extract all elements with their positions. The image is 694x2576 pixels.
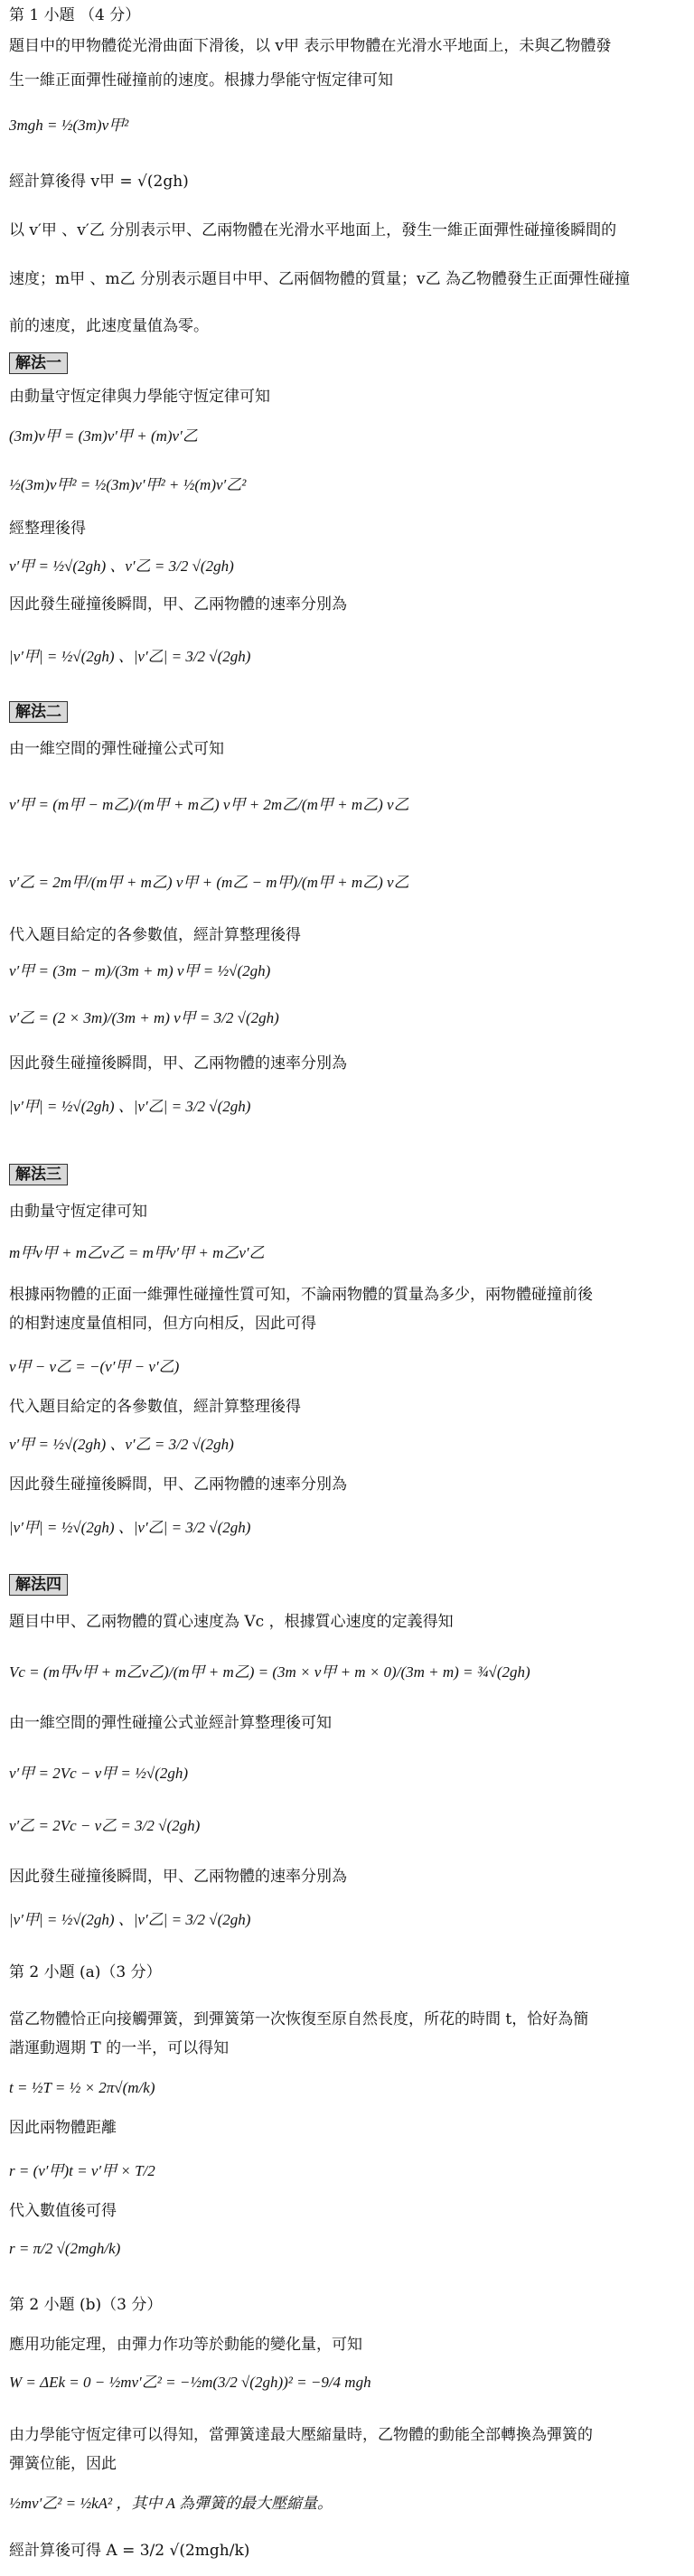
- text-line: 因此發生碰撞後瞬間，甲、乙兩物體的速率分別為: [9, 1054, 347, 1073]
- text-line: 由一維空間的彈性碰撞公式並經計算整理後可知: [9, 1714, 332, 1732]
- text-line: 彈簧位能，因此: [9, 2455, 117, 2473]
- text-line: 應用功能定理，由彈力作功等於動能的變化量，可知: [9, 2336, 362, 2354]
- text-line: 以 v′甲 、v′乙 分別表示甲、乙兩物體在光滑水平地面上，發生一維正面彈性碰撞後瞬間的: [9, 221, 617, 239]
- equation-line: v′甲 = 2Vc − v甲 = ½√(2gh): [9, 1765, 189, 1782]
- equation-line: W = ΔEk = 0 − ½mv′乙² = −½m(3/2 √(2gh))² = −9/4 mgh: [9, 2374, 371, 2391]
- text-line: 當乙物體恰正向接觸彈簧，到彈簧第一次恢復至原自然長度，所花的時間 t，恰好為簡: [9, 2010, 589, 2028]
- method-heading: 解法四: [9, 1574, 68, 1596]
- text-line: 第 1 小題 （4 分）: [9, 6, 141, 24]
- text-line: 根據兩物體的正面一維彈性碰撞性質可知，不論兩物體的質量為多少，兩物體碰撞前後: [9, 1286, 593, 1304]
- text-line: 經計算後得 v甲 = √(2gh): [9, 173, 189, 191]
- text-line: 題目中的甲物體從光滑曲面下滑後，以 v甲 表示甲物體在光滑水平地面上，未與乙物體發: [9, 37, 612, 55]
- equation-line: |v′甲| = ½√(2gh) 、|v′乙| = 3/2 √(2gh): [9, 1911, 251, 1928]
- method-heading: 解法三: [9, 1164, 68, 1185]
- text-line: 代入題目給定的各參數值，經計算整理後得: [9, 926, 301, 944]
- equation-line: v′甲 = ½√(2gh) 、v′乙 = 3/2 √(2gh): [9, 1436, 234, 1453]
- text-line: 前的速度，此速度量值為零。: [9, 317, 209, 335]
- text-line: 諧運動週期 T 的一半，可以得知: [9, 2039, 230, 2057]
- text-line: 速度；m甲 、m乙 分別表示題目中甲、乙兩個物體的質量；v乙 為乙物體發生正面彈性碰撞: [9, 270, 631, 288]
- equation-line: ½mv′乙² = ½kA² ，其中 A 為彈簧的最大壓縮量。: [9, 2495, 333, 2512]
- equation-line: v′乙 = 2Vc − v乙 = 3/2 √(2gh): [9, 1817, 201, 1834]
- text-line: 經計算後可得 A = 3/2 √(2mgh/k): [9, 2542, 250, 2560]
- text-line: 因此兩物體距離: [9, 2119, 117, 2137]
- equation-line: r = (v′甲)t = v′甲 × T/2: [9, 2162, 155, 2179]
- equation-line: v′甲 = (3m − m)/(3m + m) v甲 = ½√(2gh): [9, 962, 271, 979]
- text-line: 因此發生碰撞後瞬間，甲、乙兩物體的速率分別為: [9, 1868, 347, 1886]
- equation-line: v′乙 = 2m甲/(m甲 + m乙) v甲 + (m乙 − m甲)/(m甲 + m乙) v乙: [9, 874, 409, 891]
- equation-line: v′甲 = ½√(2gh) 、v′乙 = 3/2 √(2gh): [9, 557, 234, 575]
- equation-line: ½(3m)v甲² = ½(3m)v′甲² + ½(m)v′乙²: [9, 476, 247, 493]
- text-line: 由動量守恆定律可知: [9, 1203, 147, 1221]
- method-heading: 解法二: [9, 701, 68, 723]
- text-line: 由力學能守恆定律可以得知，當彈簧達最大壓縮量時，乙物體的動能全部轉換為彈簧的: [9, 2426, 593, 2444]
- equation-line: m甲v甲 + m乙v乙 = m甲v′甲 + m乙v′乙: [9, 1244, 265, 1261]
- text-line: 第 2 小題 (a)（3 分）: [9, 1963, 162, 1981]
- equation-line: t = ½T = ½ × 2π√(m/k): [9, 2079, 155, 2096]
- text-line: 由動量守恆定律與力學能守恆定律可知: [9, 388, 270, 406]
- equation-line: 3mgh = ½(3m)v甲²: [9, 117, 129, 134]
- text-line: 第 2 小題 (b)（3 分）: [9, 2296, 163, 2314]
- method-heading: 解法一: [9, 352, 68, 374]
- equation-line: |v′甲| = ½√(2gh) 、|v′乙| = 3/2 √(2gh): [9, 648, 251, 665]
- text-line: 因此發生碰撞後瞬間，甲、乙兩物體的速率分別為: [9, 595, 347, 614]
- text-line: 經整理後得: [9, 520, 86, 538]
- equation-line: r = π/2 √(2mgh/k): [9, 2240, 121, 2257]
- equation-line: (3m)v甲 = (3m)v′甲 + (m)v′乙: [9, 427, 198, 445]
- text-line: 生一維正面彈性碰撞前的速度。根據力學能守恆定律可知: [9, 71, 393, 89]
- text-line: 由一維空間的彈性碰撞公式可知: [9, 740, 224, 758]
- text-line: 代入數值後可得: [9, 2202, 117, 2220]
- equation-line: |v′甲| = ½√(2gh) 、|v′乙| = 3/2 √(2gh): [9, 1098, 251, 1115]
- equation-line: v′甲 = (m甲 − m乙)/(m甲 + m乙) v甲 + 2m乙/(m甲 + m乙) v乙: [9, 796, 409, 813]
- text-line: 的相對速度量值相同，但方向相反，因此可得: [9, 1315, 316, 1333]
- text-line: 因此發生碰撞後瞬間，甲、乙兩物體的速率分別為: [9, 1475, 347, 1494]
- text-line: 代入題目給定的各參數值，經計算整理後得: [9, 1398, 301, 1416]
- equation-line: v′乙 = (2 × 3m)/(3m + m) v甲 = 3/2 √(2gh): [9, 1009, 279, 1026]
- equation-line: |v′甲| = ½√(2gh) 、|v′乙| = 3/2 √(2gh): [9, 1519, 251, 1536]
- text-line: 題目中甲、乙兩物體的質心速度為 Vc ，根據質心速度的定義得知: [9, 1613, 454, 1631]
- equation-line: v甲 − v乙 = −(v′甲 − v′乙): [9, 1358, 180, 1375]
- equation-line: Vc = (m甲v甲 + m乙v乙)/(m甲 + m乙) = (3m × v甲 + m × 0)/(3m + m) = ¾√(2gh): [9, 1663, 530, 1681]
